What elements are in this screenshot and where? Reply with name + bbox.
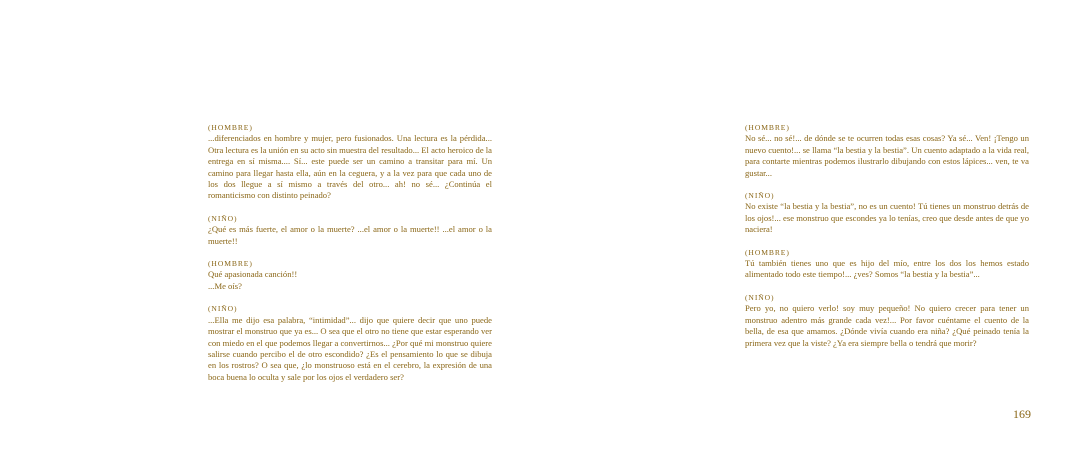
speaker-label: (NIÑO) — [745, 292, 775, 302]
dialogue-text: No existe “la bestia y la bestia”, no es un cuento! Tú tienes un monstruo detrás de los ojos!... ese monstruo que escondes ya lo tenías, creo que desde antes de que yo naciera! — [745, 201, 1029, 235]
dialogue-block — [208, 258, 492, 292]
dialogue-block — [208, 303, 492, 383]
dialogue-text: Tú también tienes uno que es hijo del mío, entre los dos los hemos estado alimentado todo este tiempo!... ¿ves? Somos “la bestia y la bestia”... — [745, 258, 1029, 280]
dialogue-text: No sé... no sé!... de dónde se te ocurren todas esas cosas? Ya sé... Ven! ¡Tengo un nuevo cuento!... se llama “la bestia y la bestia”. Un cuento adaptado a la vida real, para contarte mientras podemos ilustrarlo dibujando con estos lápices... ven, te va gustar... — [745, 133, 1029, 178]
dialogue-block — [745, 292, 1029, 349]
speaker-label: (HOMBRE) — [745, 123, 790, 132]
speaker-label: (NIÑO) — [208, 304, 238, 314]
speaker-label: (NIÑO) — [745, 191, 775, 201]
speaker-label: (HOMBRE) — [208, 259, 253, 269]
page-number: 169 — [1013, 407, 1031, 421]
dialogue-block — [745, 247, 1029, 281]
left-page-text — [208, 122, 492, 394]
dialogue-block — [208, 213, 492, 247]
dialogue-block — [745, 190, 1029, 236]
dialogue-text: Pero yo, no quiero verlo! soy muy pequeño! No quiero crecer para tener un monstruo adentro más grande cada vez!... Por favor cuéntame el cuento de la bella, de esa que amamos. ¿Dónde vivía cuando era niña? ¿Qué peinado tenía la primera vez que la viste? ¿Ya era siempre bella o tendrá que morir? — [745, 303, 1029, 348]
dialogue-block — [208, 122, 492, 202]
dialogue-block — [745, 122, 1029, 179]
speaker-label: (NIÑO) — [208, 213, 238, 223]
speaker-label: (HOMBRE) — [208, 123, 253, 132]
right-page-text — [745, 122, 1029, 360]
dialogue-text: ...Ella me dijo esa palabra, “intimidad”... dijo que quiere decir que uno puede mostrar el monstruo que ya es... O sea que el otro no tiene que estar esperando ver con miedo en el que podemos llegar a convertirnos... ¿Por qué mi monstruo quiere salirse cuando percibo el de otro escondido? ¿Es el pensamiento lo que se dibuja en los rostros? O sea que, ¿lo monstruoso está en el cerebro, la expresión de una boca buena lo oculta y sale por los ojos el verdadero ser? — [208, 314, 492, 382]
dialogue-text: ...diferenciados en hombre y mujer, pero fusionados. Una lectura es la pérdida... Otra lectura es la unión en su acto sin muestra del resultado... El acto heroico de la entrega en sí misma.... Sí... este puede ser un camino a transitar para mí. Un camino para llegar hasta ella, aún en la ceguera, y a la vez para que cada uno de los dos llegue a sí mismo a través del otro... ah! no sé... ¿Continúa el romanticismo con distinto peinado? — [208, 133, 492, 201]
dialogue-text: ...Me oís? — [208, 280, 242, 291]
speaker-label: (HOMBRE) — [745, 247, 790, 257]
dialogue-text: Qué apasionada canción!! — [208, 269, 298, 280]
dialogue-text: ¿Qué es más fuerte, el amor o la muerte? ...el amor o la muerte!! ...el amor o la muerte!! — [208, 224, 492, 246]
